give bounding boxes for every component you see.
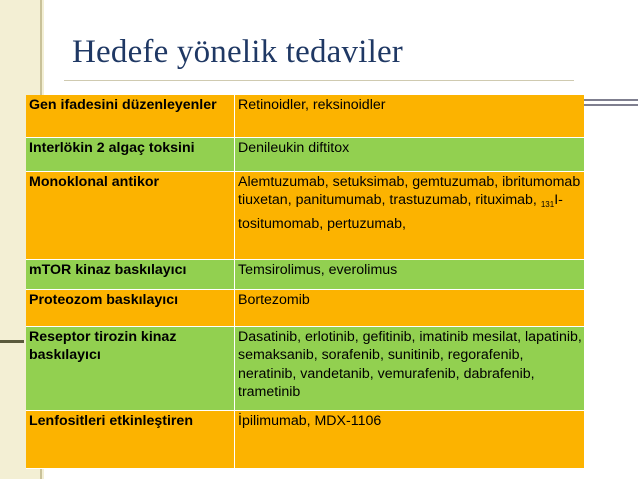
drug-class-cell: Proteozom baskılayıcı (26, 289, 235, 326)
table-row (26, 259, 584, 289)
drug-class-cell: Gen ifadesini düzenleyenler (26, 95, 235, 137)
agents-cell: Retinoidler, reksinoidler (235, 95, 585, 137)
table-row (26, 289, 584, 326)
drug-class-cell: Monoklonal antikor (26, 171, 235, 259)
isotope-mass: 131 (540, 200, 555, 210)
table-row (26, 410, 584, 468)
agents-cell: İpilimumab, MDX-1106 (235, 410, 585, 468)
targeted-therapies-table (26, 95, 584, 469)
left-accent-line (0, 340, 24, 343)
table-row (26, 137, 584, 171)
agents-text-continued: I-tositumomab, pertuzumab, (238, 192, 563, 232)
agents-cell: Dasatinib, erlotinib, gefitinib, imatinib mesilat, lapatinib, semaksanib, sorafenib, sunitinib, regorafenib, neratinib, vandetanib, vemurafenib, dabrafenib, trametinib (235, 326, 585, 410)
title-divider (64, 80, 574, 81)
decorative-bar (584, 104, 638, 106)
agents-cell: Bortezomib (235, 289, 585, 326)
decorative-bar (584, 99, 638, 101)
table-row (26, 326, 584, 410)
drug-class-cell: mTOR kinaz baskılayıcı (26, 259, 235, 289)
decorative-bars (584, 99, 638, 107)
agents-cell (235, 171, 585, 259)
table-row (26, 95, 584, 137)
table-row (26, 171, 584, 259)
agents-text: Alemtuzumab, setuksimab, gemtuzumab, ibritumomab tiuxetan, panitumumab, trastuzumab, rituximab, (238, 173, 581, 209)
agents-cell: Temsirolimus, everolimus (235, 259, 585, 289)
agents-cell: Denileukin diftitox (235, 137, 585, 171)
drug-class-cell: Reseptor tirozin kinaz baskılayıcı (26, 326, 235, 410)
slide-title: Hedefe yönelik tedaviler (72, 34, 403, 70)
drug-class-cell: Lenfositleri etkinleştiren (26, 410, 235, 468)
drug-class-cell: Interlökin 2 algaç toksini (26, 137, 235, 171)
